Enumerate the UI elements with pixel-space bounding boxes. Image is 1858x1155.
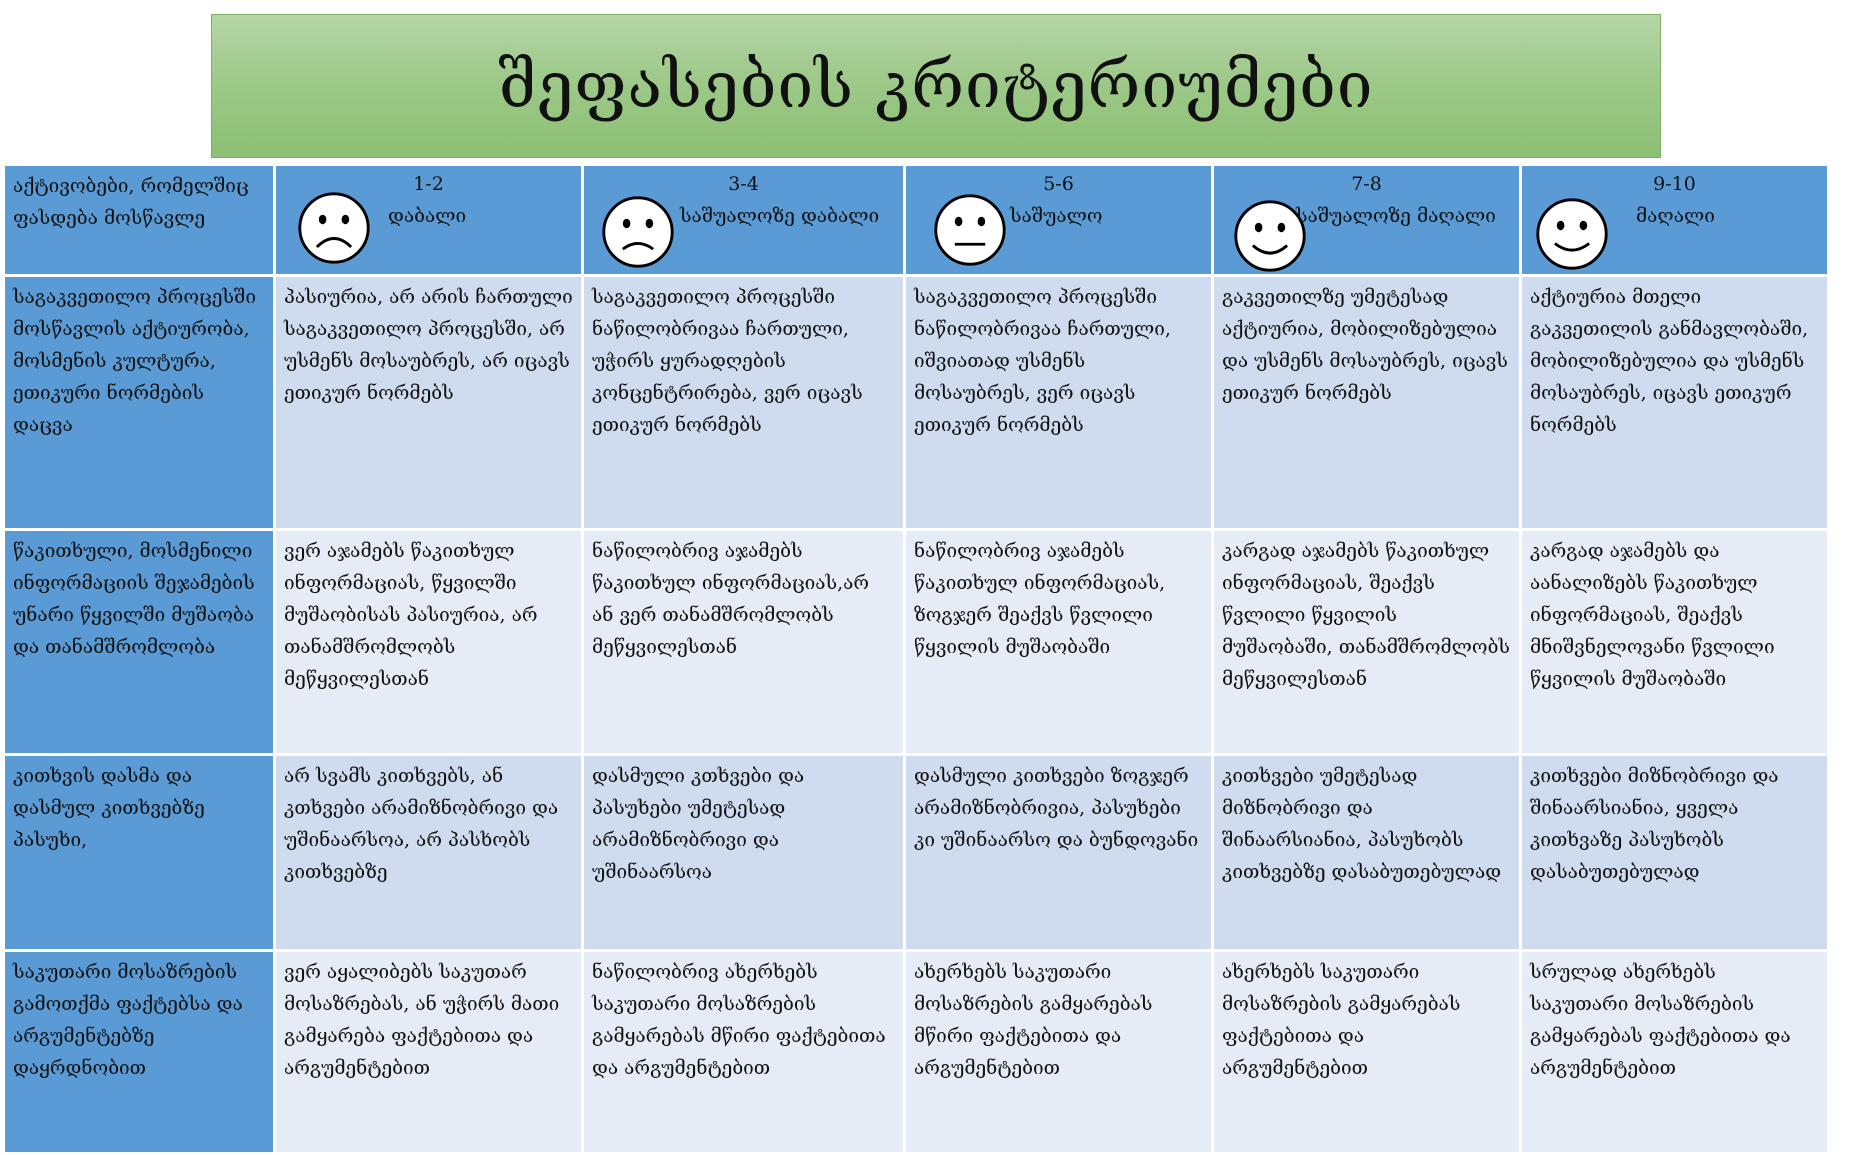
level-header-2 — [584, 166, 903, 274]
header-row — [5, 166, 1827, 274]
descriptor-cell: ნაწილობრივ აჯამებს წაკითხულ ინფორმაციას, ზოგჯერ შეაქვს წვლილი წყვილის მუშაობაში — [906, 531, 1211, 753]
descriptor-cell: კარგად აჯამებს და აანალიზებს წაკითხულ ინფორმაციას, შეაქვს მნიშვნელოვანი წვლილი წყვილის მუშაობაში — [1522, 531, 1827, 753]
page-title: შეფასების კრიტერიუმები — [498, 49, 1374, 123]
descriptor-cell: საგაკვეთილო პროცესში ნაწილობრივაა ჩართული, უჭირს ყურადღების კონცენტრირება, ვერ იცავს ეთიკურ ნორმებს — [584, 277, 903, 528]
sad-face-icon — [600, 194, 676, 270]
table-row — [5, 756, 1827, 949]
descriptor-cell: კითხვები მიზნობრივი და შინაარსიანია, ყველა კითხვაზე პასუხობს დასაბუთებულად — [1522, 756, 1827, 949]
criteria-header: აქტივობები, რომელშიც ფასდება მოსწავლე — [5, 166, 273, 274]
level-label: დაბალი — [388, 205, 467, 227]
table-row — [5, 952, 1827, 1152]
criterion-cell: საგაკვეთილო პროცესში მოსწავლის აქტიურობა, მოსმენის კულტურა, ეთიკური ნორმების დაცვა — [5, 277, 273, 528]
descriptor-cell: არ სვამს კითხვებს, ან კთხვები არამიზნობრივი და უშინაარსოა, არ პასხობს კითხვებზე — [276, 756, 581, 949]
level-range: 3-4 — [728, 173, 759, 195]
descriptor-cell: დასმული კითხვები ზოგჯერ არამიზნობრივია, პასუხები კი უშინაარსო და ბუნდოვანი — [906, 756, 1211, 949]
level-label: საშუალო — [1010, 205, 1103, 227]
level-label: საშუალოზე დაბალი — [680, 205, 880, 227]
criterion-cell: საკუთარი მოსაზრების გამოთქმა ფაქტებსა და არგუმენტებზე დაყრდნობით — [5, 952, 273, 1152]
table-row — [5, 531, 1827, 753]
descriptor-cell: ახერხებს საკუთარი მოსაზრების გამყარებას ფაქტებითა და არგუმენტებით — [1214, 952, 1519, 1152]
table-row — [5, 277, 1827, 528]
title-banner — [211, 14, 1661, 158]
level-header-1 — [276, 166, 581, 274]
descriptor-cell: პასიურია, არ არის ჩართული საგაკვეთილო პროცესში, არ უსმენს მოსაუბრეს, არ იცავს ეთიკურ ნორმებს — [276, 277, 581, 528]
level-header-5 — [1522, 166, 1827, 274]
level-label: საშუალოზე მაღალი — [1296, 205, 1496, 227]
criterion-cell: კითხვის დასმა და დასმულ კითხვებზე პასუხი, — [5, 756, 273, 949]
descriptor-cell: ვერ აყალიბებს საკუთარ მოსაზრებას, ან უჭირს მათი გამყარება ფაქტებითა და არგუმენტებით — [276, 952, 581, 1152]
level-header-3 — [906, 166, 1211, 274]
descriptor-cell: ვერ აჯამებს წაკითხულ ინფორმაციას, წყვილში მუშაობისას პასიურია, არ თანამშრომლობს მეწყვილესთან — [276, 531, 581, 753]
descriptor-cell: ნაწილობრივ აჯამებს წაკითხულ ინფორმაციას,არ ან ვერ თანამშრომლობს მეწყვილესთან — [584, 531, 903, 753]
smiling-face-icon — [1534, 196, 1610, 272]
descriptor-cell: ახერხებს საკუთარი მოსაზრების გამყარებას მწირი ფაქტებითა და არგუმენტებით — [906, 952, 1211, 1152]
descriptor-cell: საგაკვეთილო პროცესში ნაწილობრივაა ჩართული, იშვიათად უსმენს მოსაუბრეს, ვერ იცავს ეთიკურ ნორმებს — [906, 277, 1211, 528]
level-range: 7-8 — [1351, 173, 1382, 195]
descriptor-cell: აქტიურია მთელი გაკვეთილის განმავლობაში, მობილიზებულია და უსმენს მოსაუბრეს, იცავს ეთიკურ ნორმებს — [1522, 277, 1827, 528]
sad-face-icon — [296, 190, 372, 266]
descriptor-cell: დასმული კთხვები და პასუხები უმეტესად არამიზნობრივი და უშინაარსოა — [584, 756, 903, 949]
descriptor-cell: სრულად ახერხებს საკუთარი მოსაზრების გამყარებას ფაქტებითა და არგუმენტებით — [1522, 952, 1827, 1152]
level-header-4 — [1214, 166, 1519, 274]
descriptor-cell: გაკვეთილზე უმეტესად აქტიურია, მობილიზებულია და უსმენს მოსაუბრეს, იცავს ეთიკურ ნორმებს — [1214, 277, 1519, 528]
level-label: მაღალი — [1636, 205, 1715, 227]
descriptor-cell: ნაწილობრივ ახერხებს საკუთარი მოსაზრების გამყარებას მწირი ფაქტებითა და არგუმენტებით — [584, 952, 903, 1152]
level-range: 9-10 — [1653, 173, 1696, 195]
level-range: 5-6 — [1043, 173, 1074, 195]
criterion-cell: წაკითხული, მოსმენილი ინფორმაციის შეჯამების უნარი წყვილში მუშაობა და თანამშრომლობა — [5, 531, 273, 753]
neutral-face-icon — [932, 192, 1008, 268]
criteria-table — [2, 163, 1830, 1155]
descriptor-cell: კარგად აჯამებს წაკითხულ ინფორმაციას, შეაქვს წვლილი წყვილის მუშაობაში, თანამშრომლობს მეწყვილესთან — [1214, 531, 1519, 753]
descriptor-cell: კითხვები უმეტესად მიზნობრივი და შინაარსიანია, პასუხობს კითხვებზე დასაბუთებულად — [1214, 756, 1519, 949]
level-range: 1-2 — [413, 173, 444, 195]
